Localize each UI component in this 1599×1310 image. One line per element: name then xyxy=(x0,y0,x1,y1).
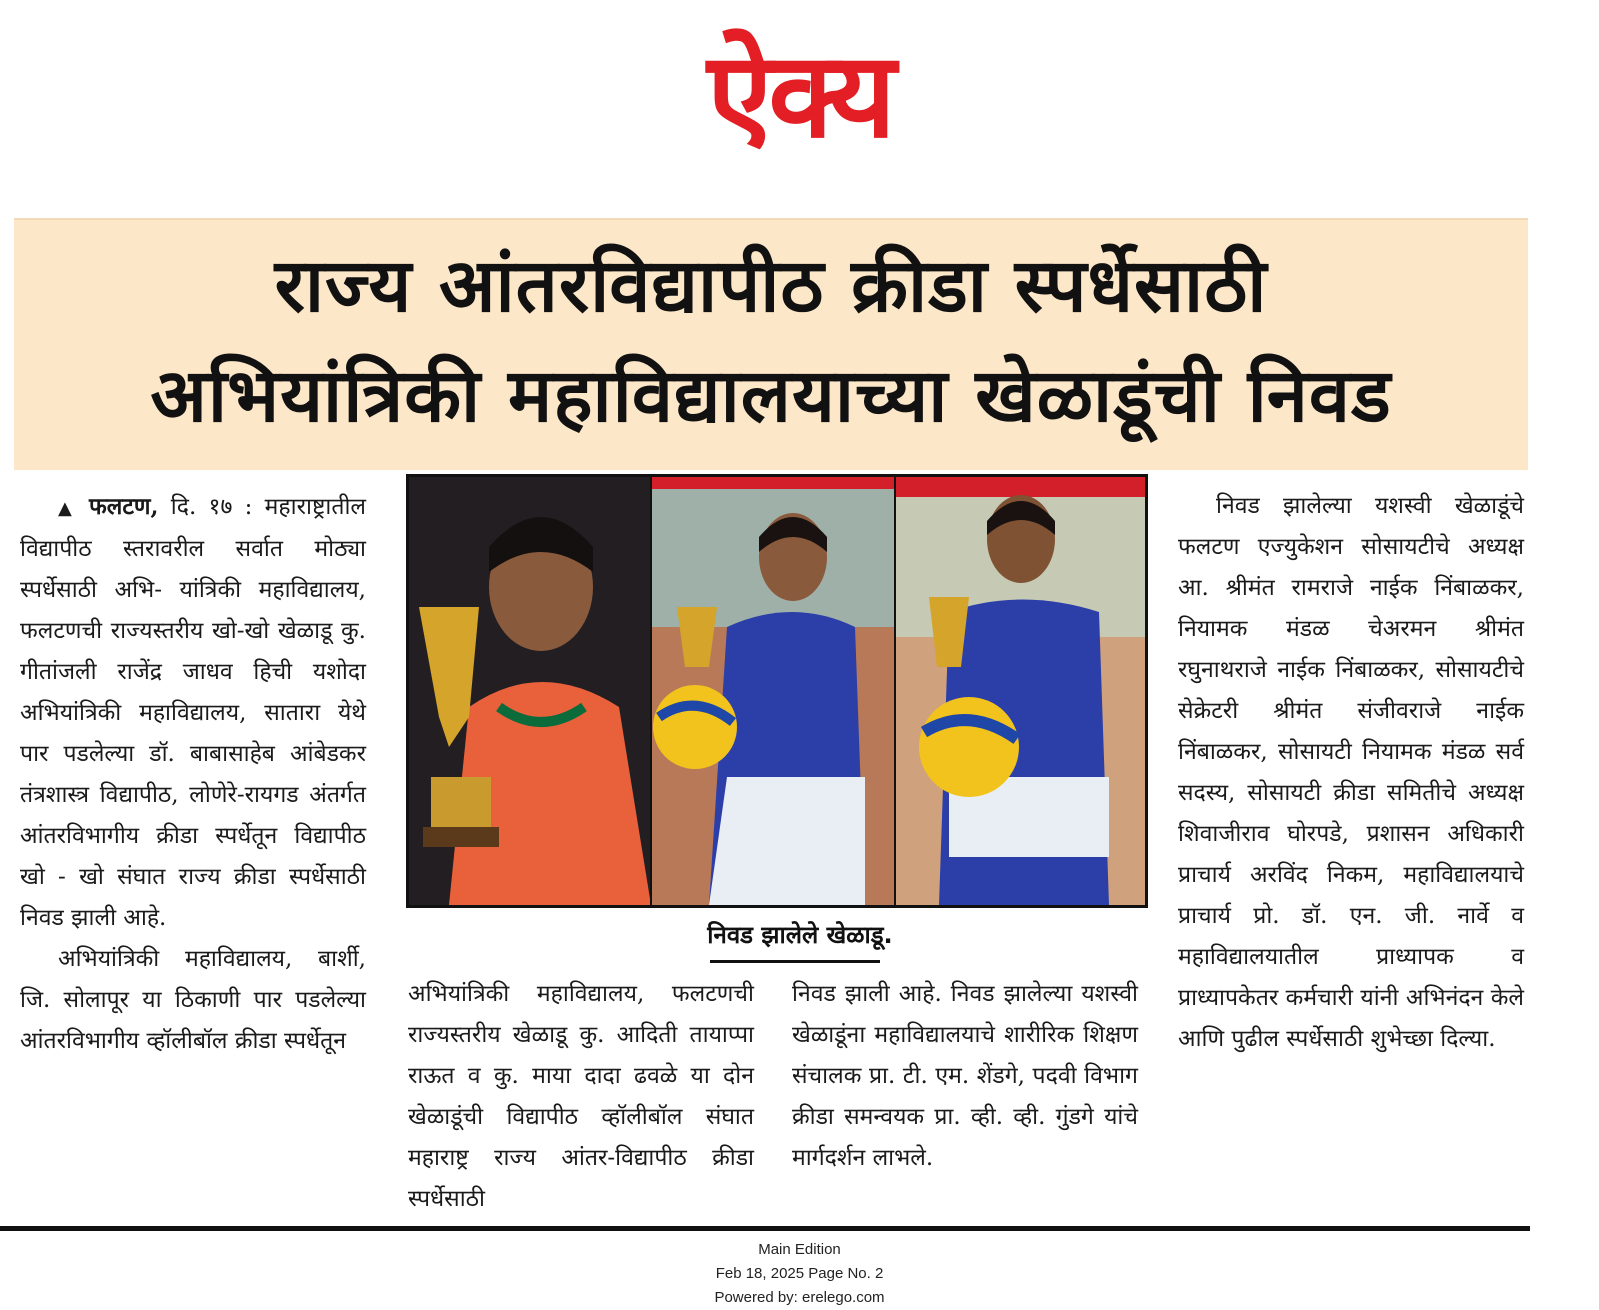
caption-underline xyxy=(710,960,880,963)
footer-edition: Main Edition xyxy=(758,1241,841,1258)
masthead xyxy=(0,0,1599,200)
article-column-left xyxy=(20,486,366,1062)
headline-line-1: राज्य आंतरविद्यापीठ क्रीडा स्पर्धेसाठी xyxy=(274,243,1268,329)
bottom-divider xyxy=(0,1226,1530,1231)
article-date: दि. १७ : xyxy=(170,494,253,520)
article-paragraph: अभियांत्रिकी महाविद्यालय, बार्शी, जि. सोलापूर या ठिकाणी पार पडलेल्या आंतरविभागीय व्हॉलीबॉल क्रीडा स्पर्धेतून xyxy=(20,946,366,1054)
dateline: फलटण, xyxy=(89,493,159,520)
article-column-middle-2 xyxy=(792,974,1138,1179)
newspaper-logo: ऐक्य xyxy=(707,26,892,164)
article-column-middle-1 xyxy=(408,974,754,1220)
players-photo-illustration xyxy=(409,477,1145,905)
triangle-icon: ▲ xyxy=(58,498,77,519)
headline-band xyxy=(14,218,1528,470)
article-column-right xyxy=(1178,486,1524,1060)
page-footer xyxy=(0,1238,1599,1310)
footer-date-page: Feb 18, 2025 Page No. 2 xyxy=(715,1265,884,1282)
footer-powered-by[interactable]: Powered by: erelego.com xyxy=(714,1289,885,1306)
article-paragraph: निवड झाली आहे. निवड झालेल्या यशस्वी खेळाडूंना महाविद्यालयाचे शारीरिक शिक्षण संचालक प्रा. टी. एम. शेंडगे, पदवी विभाग क्रीडा समन्वयक प्रा. व्ही. व्ही. गुंडगे यांचे मार्गदर्शन लाभले. xyxy=(792,981,1138,1171)
article-paragraph xyxy=(20,486,366,939)
article-text: महाराष्ट्रातील विद्यापीठ स्तरावरील सर्वात मोठ्या स्पर्धेसाठी अभि- यांत्रिकी महाविद्यालय, फलटणची राज्यस्तरीय खो-खो खेळाडू कु. गीतांजली राजेंद्र जाधव हिची यशोदा अभियांत्रिकी महाविद्यालय, सातारा येथे पार पडलेल्या डॉ. बाबासाहेब आंबेडकर तंत्रशास्त्र विद्यापीठ, लोणेरे-रायगड अंतर्गत आंतरविभागीय क्रीडा स्पर्धेतून विद्यापीठ खो - खो संघात राज्य क्रीडा स्पर्धेसाठी निवड झाली आहे. xyxy=(20,494,366,931)
headline-line-2: अभियांत्रिकी महाविद्यालयाच्या खेळाडूंची निवड xyxy=(150,353,1392,439)
photo-caption: निवड झालेले खेळाडू. xyxy=(707,921,893,949)
players-photo xyxy=(406,474,1148,908)
article-paragraph: अभियांत्रिकी महाविद्यालय, फलटणची राज्यस्तरीय खेळाडू कु. आदिती तायाप्पा राऊत व कु. माया दादा ढवळे या दोन खेळाडूंची विद्यापीठ व्हॉलीबॉल संघात महाराष्ट्र राज्य आंतर-विद्यापीठ क्रीडा स्पर्धेसाठी xyxy=(408,981,754,1212)
article-paragraph: निवड झालेल्या यशस्वी खेळाडूंचे फलटण एज्युकेशन सोसायटीचे अध्यक्ष आ. श्रीमंत रामराजे नाईक निंबाळकर, नियामक मंडळ चेअरमन श्रीमंत रघुनाथराजे नाईक निंबाळकर, सोसायटीचे सेक्रेटरी श्रीमंत संजीवराजे नाईक निंबाळकर, सोसायटी नियामक मंडळ सर्व सदस्य, सोसायटी क्रीडा समितीचे अध्यक्ष शिवाजीराव घोरपडे, प्रशासन अधिकारी प्राचार्य अरविंद निकम, महाविद्यालयाचे प्राचार्य प्रो. डॉ. एन. जी. नार्वे व महाविद्यालयातील प्राध्यापक व प्राध्यापकेतर कर्मचारी यांनी अभिनंदन केले आणि पुढील स्पर्धेसाठी शुभेच्छा दिल्या. xyxy=(1178,493,1524,1052)
